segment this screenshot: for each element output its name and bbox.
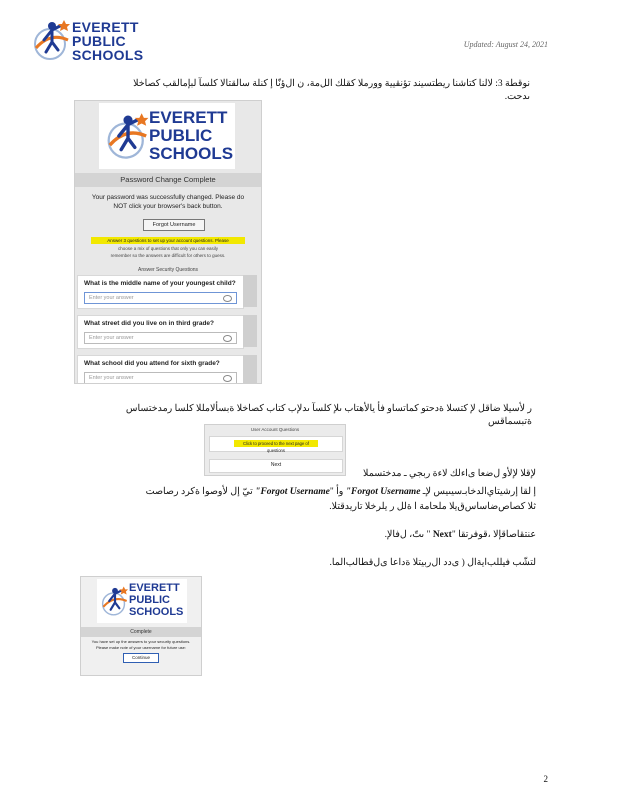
shot1-gutter-1 — [243, 275, 257, 307]
shot3-message-line-1: You have set up the answers to your security questions. — [91, 639, 191, 644]
paragraph-step-3: نوقطة 3: لالنا كتاشنا ريطتسيند تؤنقيية وورملا كقلك الل‌مة، ن ال‌ؤنّا إ كنلة سالقتالا كلسآ لبإ‌مالقب كصاخلا ىدحت. — [133, 79, 530, 102]
shot3-logo — [97, 579, 187, 623]
shot2-next-bar — [209, 459, 343, 473]
shot1-question-card-3 — [77, 355, 244, 384]
logo-line-1: EVERETT — [72, 19, 139, 35]
header-logo — [30, 18, 150, 68]
shot3-wordmark — [129, 582, 183, 618]
shot3-continue-button[interactable]: Continue — [123, 653, 159, 663]
para4-middle: وأ " — [329, 487, 346, 497]
question-label-2: What street did you live on in third grade? — [84, 320, 215, 327]
page-number: 2 — [543, 774, 548, 784]
shot1-gutter-3 — [243, 355, 257, 384]
shot1-globe-icon — [103, 109, 153, 163]
shot2-title: User Account Questions — [250, 427, 300, 432]
logo-wordmark — [72, 20, 143, 62]
answer-input-1[interactable] — [84, 292, 237, 304]
answer-placeholder-2: Enter your answer — [89, 335, 134, 341]
shot3-banner: Complete — [81, 627, 201, 637]
answer-input-2[interactable] — [84, 332, 237, 344]
shot1-hint — [91, 245, 245, 259]
para4-start: إ لقا‌ إرشيتاي‌الدخابـ‌سيىيس لإـ — [420, 487, 536, 497]
shot1-gutter-2 — [243, 315, 257, 347]
shot1-wordmark — [149, 109, 233, 163]
para4-end: تيّ إل ‌لأوصوا‌ ةكرد رصاصت — [145, 487, 256, 497]
shot1-message-line-2: NOT click your browser's back button. — [113, 203, 223, 210]
shot1-forgot-username-button[interactable]: Forgot Username — [143, 219, 205, 231]
para4-forgot-username-2: Forgot Username" — [255, 487, 330, 497]
screenshot-password-change — [74, 100, 262, 384]
para6-start: عنتقاصاقإلا ،قوفرتقا " — [451, 530, 536, 540]
shot1-section-title: Answer Security Questions — [137, 267, 199, 273]
paragraph-next-step: لإقلا لإلأو ل‌ضعا ى‌اءلك لاءة ر‌بجي ـ مدختسملا — [363, 469, 536, 479]
shot3-globe-icon — [99, 583, 131, 619]
shot1-logo-line-1: EVERETT — [149, 108, 228, 127]
shot3-logo-line-1: EVERETT — [129, 582, 180, 594]
shot1-logo-line-3: SCHOOLS — [149, 144, 234, 163]
shot3-message — [83, 639, 199, 651]
updated-date: Updated: August 24, 2021 — [463, 40, 548, 49]
logo-globe-icon — [30, 18, 74, 62]
shot2-highlight-card — [209, 436, 343, 452]
shot1-hint-line-2: remember so the answers are difficult for others to guess. — [110, 253, 226, 258]
shot3-logo-line-2: PUBLIC — [129, 594, 170, 606]
paragraph-answers-note: ثلا ‌كصاص‌ضا‌ساس‌ق‌يلا ملحامة ‌ا‌ ةلل‌ ‌ر‌ ‌يلرخلا تاريدقتلا. — [329, 502, 536, 512]
show-answer-eye-icon[interactable] — [223, 375, 232, 382]
answer-input-3[interactable] — [84, 372, 237, 384]
paragraph-complete: لتشّب ‌فيللب‌اية‌ال‌ ( ى‌دد ال‌ر‌بيتلا ةداعا ى‌ل‌قطالب‌الما. — [329, 558, 536, 568]
para6-end: " ىتّ، ل‌فالإ. — [384, 530, 433, 540]
shot2-highlight: Click to proceed to the next page of questions — [234, 440, 318, 447]
answer-placeholder-1: Enter your answer — [89, 295, 134, 301]
shot1-hint-line-1: choose a mix of questions that only you can easily — [117, 246, 219, 251]
shot3-message-line-2: Please make note of your username for future use: — [95, 645, 187, 650]
shot1-message — [79, 193, 257, 211]
logo-line-3: SCHOOLS — [72, 47, 144, 63]
question-label-1: What is the middle name of your youngest child? — [84, 280, 236, 287]
shot3-logo-line-3: SCHOOLS — [129, 606, 184, 618]
shot1-banner: Password Change Complete — [75, 173, 261, 187]
shot2-next-button[interactable]: Next — [270, 462, 282, 468]
shot1-question-card-2 — [77, 315, 244, 349]
para6-next-label: Next — [432, 530, 452, 540]
show-answer-eye-icon[interactable] — [223, 335, 232, 342]
logo-line-2: PUBLIC — [72, 33, 126, 49]
shot1-logo-line-2: PUBLIC — [149, 126, 213, 145]
screenshot-account-questions — [204, 424, 346, 476]
shot1-highlight: Answer 3 questions to set up your account questions. Please — [91, 237, 245, 244]
shot1-message-line-1: Your password was successfully changed. Please do — [91, 194, 245, 201]
paragraph-forgot-username — [100, 485, 536, 499]
question-label-3: What school did you attend for sixth grade? — [84, 360, 220, 367]
shot1-question-card-1 — [77, 275, 244, 309]
answer-placeholder-3: Enter your answer — [89, 375, 134, 381]
screenshot-complete — [80, 576, 202, 676]
paragraph-click-next — [300, 529, 536, 542]
show-answer-eye-icon[interactable] — [223, 295, 232, 302]
para4-forgot-username-1: Forgot Username" — [345, 487, 421, 497]
paragraph-security-questions: ر لأسيلا ضاقل لإ كتسلا ةدحتو كماتساو فأ يالأ‌هتاب ىلإ كلسآ ىدلإب كتاب كصاخلا ةبسألامللا كلسا رمدختساس ةتبسماقس — [125, 404, 532, 427]
shot1-logo — [99, 103, 235, 169]
